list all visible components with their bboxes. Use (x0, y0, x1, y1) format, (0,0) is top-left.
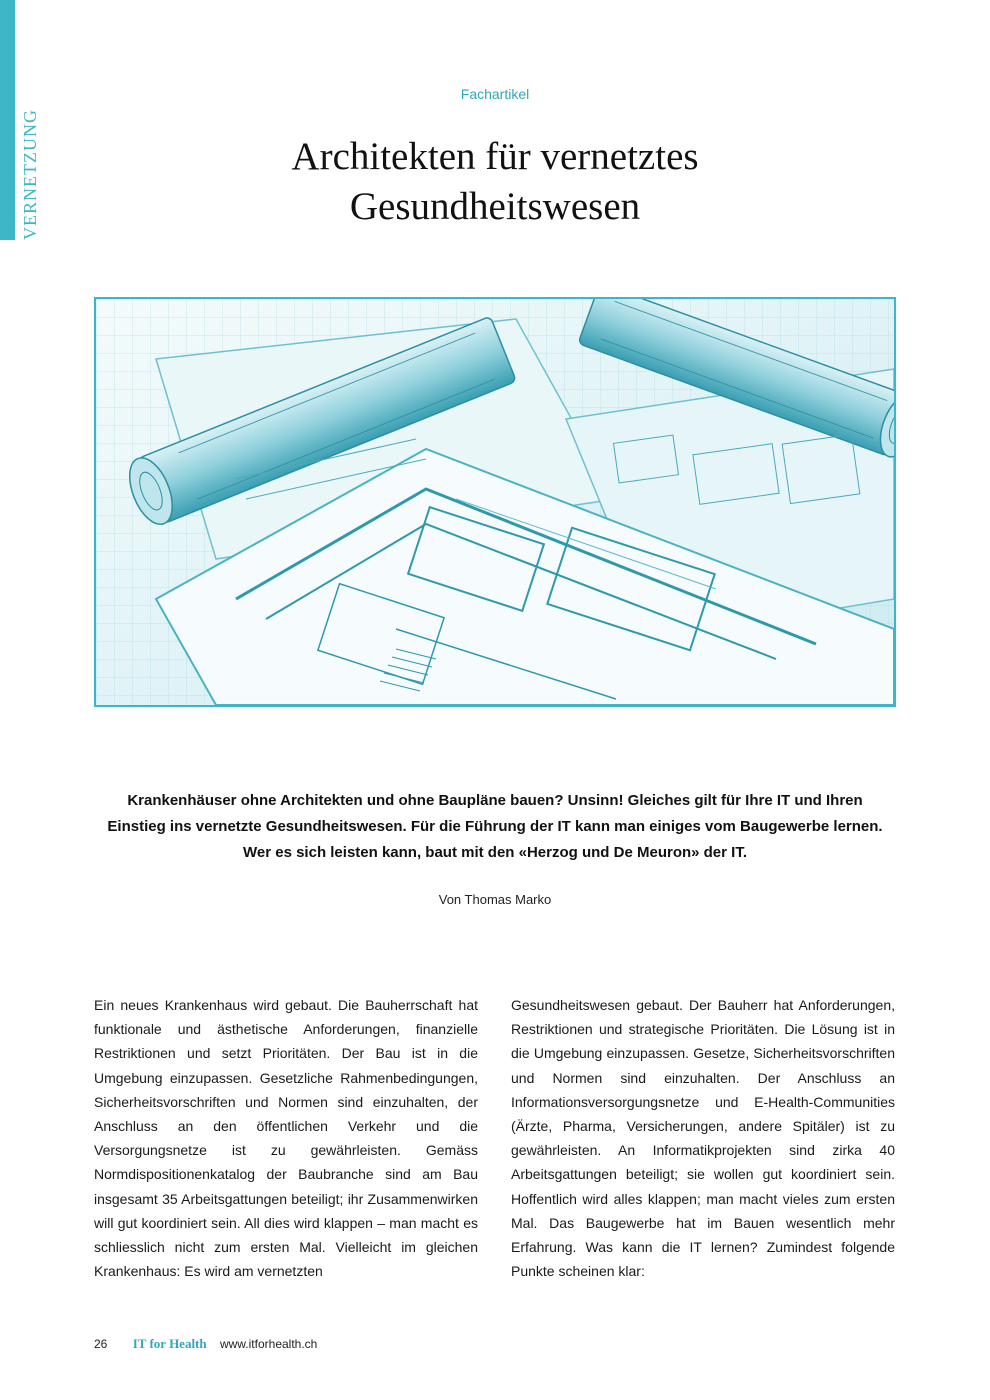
body-column-left: Ein neues Krankenhaus wird gebaut. Die Bauherrschaft hat funktionale und ästhetische Anforderungen, finanzielle Restriktionen und setzt Prioritäten. Der Bau ist in die Umgebung einzupassen. Gesetzliche Rahmenbedingungen, Sicherheitsvorschriften und Normen sind einzuhalten, der Anschluss an den öffentlichen Verkehr und die Versorgungsnetze ist zu gewährleisten. Gemäss Normdispositionenkatalog der Baubranche sind am Bau insgesamt 35 Arbeitsgattungen beteiligt; ihr Zusammenwirken will gut koordiniert sein. All dies wird klappen – man macht es schliesslich nicht zum ersten Mal. Vielleicht im gleichen Krankenhaus: Es wird am vernetzten (94, 997, 478, 1280)
blueprint-illustration (96, 299, 894, 705)
title-line-1: Architekten für vernetztes (291, 135, 699, 178)
title-line-2: Gesundheitswesen (349, 185, 641, 228)
article-lead: Krankenhäuser ohne Architekten und ohne Baupläne bauen? Unsinn! Gleiches gilt für Ihre IT und Ihren Einstieg ins vernetzte Gesundheitswesen. Für die Führung der IT kann man einiges vom Baugewerbe lernen. Wer es sich leisten kann, baut mit den «Herzog und De Meuron» der IT. (107, 792, 883, 861)
article-byline: Von Thomas Marko (438, 892, 552, 907)
magazine-brand: IT for Health (132, 1336, 207, 1351)
article-kicker: Fachartikel (460, 86, 530, 102)
section-label: VERNETZUNG (20, 109, 40, 240)
article-title (0, 132, 990, 232)
blueprint-rolls-image (94, 297, 896, 707)
website-link[interactable]: www.itforhealth.ch (219, 1337, 318, 1351)
page-number: 26 (94, 1337, 108, 1351)
page-footer (94, 1336, 317, 1352)
body-column-right: Gesundheitswesen gebaut. Der Bauherr hat Anforderungen, Restriktionen und strategische Prioritäten. Die Lösung ist in die Umgebung einzupassen. Gesetze, Sicherheitsvorschriften und Normen sind einzuhalten. Der Anschluss an Informationsversorgungsnetze und E-Health-Communities (Ärzte, Pharma, Versicherungen, andere Spitäler) ist zu gewährleisten. An Informatikprojekten sind zirka 40 Arbeitsgattungen beteiligt; sie wollen gut koordiniert sein. Hoffentlich wird alles klappen; man macht vieles zum ersten Mal. Das Baugewerbe hat im Bauen wesentlich mehr Erfahrung. Was kann die IT lernen? Zumindest folgende Punkte scheinen klar: (511, 997, 895, 1280)
